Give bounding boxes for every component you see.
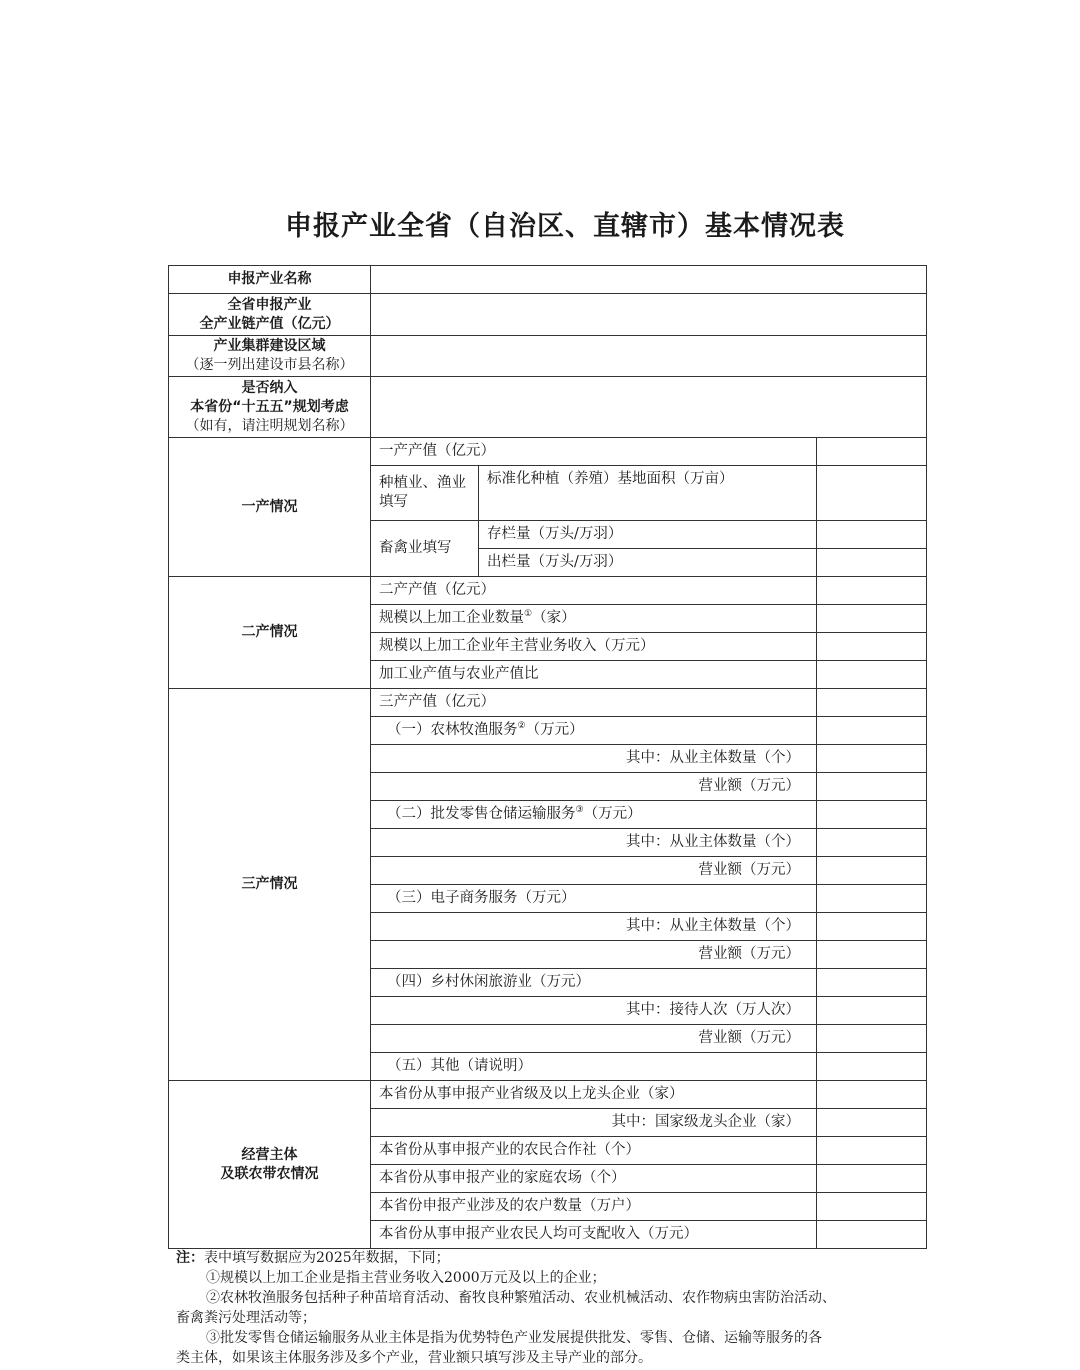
processing-ratio-field[interactable] bbox=[817, 661, 927, 689]
wholesale-unit: （万元） bbox=[583, 806, 642, 822]
national-leaders-label: 其中：国家级龙头企业（家） bbox=[371, 1109, 817, 1137]
footnote-marker: ③ bbox=[575, 805, 584, 816]
wholesale-label bbox=[371, 801, 817, 829]
note-3-line1: ③批发零售仓储运输服务从业主体是指为优势特色产业发展提供批发、零售、仓储、运输等服务的各 bbox=[206, 1330, 822, 1346]
planting-group-label: 种植业、渔业填写 bbox=[371, 466, 479, 521]
family-farms-label: 本省份从事申报产业的家庭农场（个） bbox=[371, 1165, 817, 1193]
tourism-field[interactable] bbox=[817, 969, 927, 997]
tertiary-output-field[interactable] bbox=[817, 689, 927, 717]
table-row bbox=[169, 438, 927, 466]
leaders-label: 本省份从事申报产业省级及以上龙头企业（家） bbox=[371, 1081, 817, 1109]
primary-output-label: 一产产值（亿元） bbox=[371, 438, 817, 466]
chain-value-label-line2: 全产业链产值（亿元） bbox=[199, 315, 340, 332]
family-farms-field[interactable] bbox=[817, 1165, 927, 1193]
households-label: 本省份申报产业涉及的农户数量（万户） bbox=[371, 1193, 817, 1221]
tertiary-section-label: 三产情况 bbox=[169, 689, 371, 1081]
table-row bbox=[169, 1081, 927, 1109]
industry-name-field[interactable] bbox=[371, 266, 927, 294]
agri-revenue-label: 营业额（万元） bbox=[371, 773, 817, 801]
ecommerce-entities-field[interactable] bbox=[817, 913, 927, 941]
footnote-marker: ① bbox=[524, 609, 533, 620]
other-services-label: （五）其他（请说明） bbox=[371, 1053, 817, 1081]
slaughter-label: 出栏量（万头/万羽） bbox=[479, 549, 817, 577]
primary-output-field[interactable] bbox=[817, 438, 927, 466]
tourism-revenue-field[interactable] bbox=[817, 1025, 927, 1053]
national-leaders-field[interactable] bbox=[817, 1109, 927, 1137]
plan-inclusion-label-line1: 是否纳入 bbox=[241, 379, 298, 396]
firm-revenue-label: 规模以上加工企业年主营业务收入（万元） bbox=[371, 633, 817, 661]
wholesale-entities-label: 其中：从业主体数量（个） bbox=[371, 829, 817, 857]
cluster-area-label bbox=[169, 336, 371, 377]
agri-entities-field[interactable] bbox=[817, 745, 927, 773]
stock-field[interactable] bbox=[817, 521, 927, 549]
plan-inclusion-label-line2: 本省份“十五五”规划考虑 bbox=[190, 398, 349, 415]
ecommerce-revenue-field[interactable] bbox=[817, 941, 927, 969]
footnotes bbox=[176, 1248, 916, 1368]
tertiary-output-label: 三产产值（亿元） bbox=[371, 689, 817, 717]
wholesale-text: （二）批发零售仓储运输服务 bbox=[387, 806, 576, 822]
table-row bbox=[169, 689, 927, 717]
coops-field[interactable] bbox=[817, 1137, 927, 1165]
other-services-field[interactable] bbox=[817, 1053, 927, 1081]
secondary-section-label: 二产情况 bbox=[169, 577, 371, 689]
farmer-income-label: 本省份从事申报产业农民人均可支配收入（万元） bbox=[371, 1221, 817, 1249]
plan-inclusion-field[interactable] bbox=[371, 377, 927, 438]
ecommerce-entities-label: 其中：从业主体数量（个） bbox=[371, 913, 817, 941]
operators-section-label bbox=[169, 1081, 371, 1249]
ecommerce-label: （三）电子商务服务（万元） bbox=[371, 885, 817, 913]
chain-value-label-line1: 全省申报产业 bbox=[227, 296, 312, 313]
wholesale-revenue-field[interactable] bbox=[817, 857, 927, 885]
table-row bbox=[169, 377, 927, 438]
agri-revenue-field[interactable] bbox=[817, 773, 927, 801]
slaughter-field[interactable] bbox=[817, 549, 927, 577]
stock-label: 存栏量（万头/万羽） bbox=[479, 521, 817, 549]
ecommerce-field[interactable] bbox=[817, 885, 927, 913]
industry-name-label: 申报产业名称 bbox=[169, 266, 371, 294]
cluster-area-label-line2: （逐一列出建设市县名称） bbox=[185, 357, 354, 373]
chain-value-label bbox=[169, 294, 371, 336]
note-2-line1: ②农林牧渔服务包括种子种苗培育活动、畜牧良种繁殖活动、农业机械活动、农作物病虫害防治活动、 bbox=[206, 1290, 836, 1306]
ecommerce-revenue-label: 营业额（万元） bbox=[371, 941, 817, 969]
agri-service-field[interactable] bbox=[817, 717, 927, 745]
wholesale-field[interactable] bbox=[817, 801, 927, 829]
agri-service-unit: （万元） bbox=[525, 722, 584, 738]
basic-info-table bbox=[168, 265, 927, 1249]
agri-service-text: （一）农林牧渔服务 bbox=[387, 722, 518, 738]
firm-count-label bbox=[371, 605, 817, 633]
chain-value-field[interactable] bbox=[371, 294, 927, 336]
processing-ratio-label: 加工业产值与农业产值比 bbox=[371, 661, 817, 689]
note-3-line2: 类主体，如果该主体服务涉及多个产业，营业额只填写涉及主导产业的部分。 bbox=[176, 1350, 652, 1366]
plan-inclusion-label-line3: （如有，请注明规划名称） bbox=[185, 417, 354, 434]
table-row bbox=[169, 266, 927, 294]
firm-revenue-field[interactable] bbox=[817, 633, 927, 661]
wholesale-revenue-label: 营业额（万元） bbox=[371, 857, 817, 885]
plan-inclusion-label bbox=[169, 377, 371, 438]
note-2-line2: 畜禽粪污处理活动等； bbox=[176, 1310, 316, 1326]
tourism-visitors-label: 其中：接待人次（万人次） bbox=[371, 997, 817, 1025]
cluster-area-field[interactable] bbox=[371, 336, 927, 377]
agri-entities-label: 其中：从业主体数量（个） bbox=[371, 745, 817, 773]
leaders-field[interactable] bbox=[817, 1081, 927, 1109]
coops-label: 本省份从事申报产业的农民合作社（个） bbox=[371, 1137, 817, 1165]
operators-section-line1: 经营主体 bbox=[241, 1146, 298, 1163]
footnote-marker: ② bbox=[517, 721, 526, 732]
secondary-output-label: 二产产值（亿元） bbox=[371, 577, 817, 605]
tourism-visitors-field[interactable] bbox=[817, 997, 927, 1025]
wholesale-entities-field[interactable] bbox=[817, 829, 927, 857]
note-1: ①规模以上加工企业是指主营业务收入2000万元及以上的企业； bbox=[206, 1270, 606, 1286]
firm-count-text: 规模以上加工企业数量 bbox=[379, 610, 524, 626]
agri-service-label bbox=[371, 717, 817, 745]
firm-count-field[interactable] bbox=[817, 605, 927, 633]
note-prefix: 注： bbox=[176, 1250, 204, 1266]
tourism-revenue-label: 营业额（万元） bbox=[371, 1025, 817, 1053]
farmer-income-field[interactable] bbox=[817, 1221, 927, 1249]
note-lead bbox=[176, 1248, 916, 1268]
primary-section-label: 一产情况 bbox=[169, 438, 371, 577]
table-row bbox=[169, 577, 927, 605]
planting-area-label: 标准化种植（养殖）基地面积（万亩） bbox=[479, 466, 817, 521]
table-row bbox=[169, 294, 927, 336]
households-field[interactable] bbox=[817, 1193, 927, 1221]
note-lead-text: 表中填写数据应为2025年数据，下同； bbox=[204, 1250, 450, 1266]
tourism-label: （四）乡村休闲旅游业（万元） bbox=[371, 969, 817, 997]
table-row bbox=[169, 336, 927, 377]
secondary-output-field[interactable] bbox=[817, 577, 927, 605]
livestock-group-label: 畜禽业填写 bbox=[371, 521, 479, 577]
firm-count-unit: （家） bbox=[532, 610, 576, 626]
cluster-area-label-line1: 产业集群建设区域 bbox=[213, 338, 326, 354]
planting-area-field[interactable] bbox=[817, 466, 927, 521]
page-title: 申报产业全省（自治区、直辖市）基本情况表 bbox=[285, 211, 845, 242]
operators-section-line2: 及联农带农情况 bbox=[220, 1165, 319, 1182]
